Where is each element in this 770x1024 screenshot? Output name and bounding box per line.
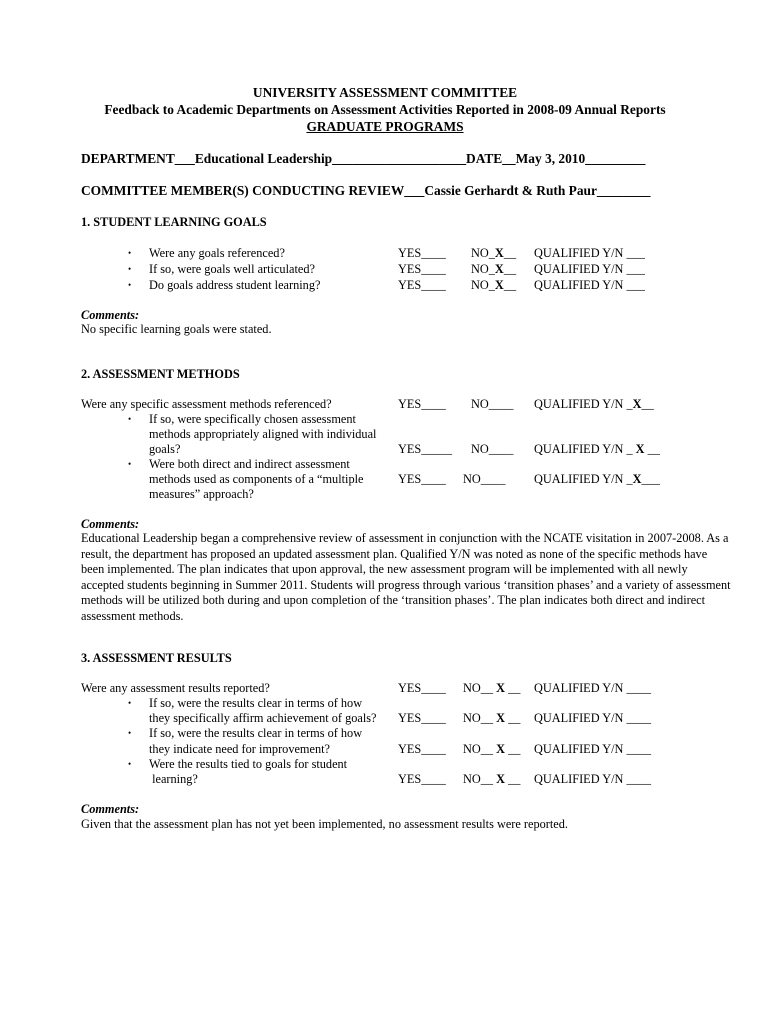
s2-b2-line3: measures” approach? xyxy=(149,487,254,501)
s1-question-3: Do goals address student learning? xyxy=(149,278,321,292)
s2-no-3: NO____ xyxy=(463,472,506,486)
s1-comments-text: No specific learning goals were stated. xyxy=(81,322,272,336)
s2-qualified-3: QUALIFIED Y/N _X___ xyxy=(534,472,660,486)
committee-line: COMMITTEE MEMBER(S) CONDUCTING REVIEW___Cassie Gerhardt & Ruth Paur________ xyxy=(81,183,651,198)
s3-b2-line1: If so, were the results clear in terms of how xyxy=(149,726,363,740)
s2-no-1: NO____ xyxy=(471,397,514,411)
s3-b1-line1: If so, were the results clear in terms of how xyxy=(149,696,363,710)
s1-comments-label: Comments: xyxy=(81,308,140,322)
doc-program: GRADUATE PROGRAMS xyxy=(306,119,464,134)
s2-question-main: Were any specific assessment methods referenced? xyxy=(81,397,332,411)
s2-qualified-2: QUALIFIED Y/N _ X __ xyxy=(534,442,660,456)
s3-yes-1: YES____ xyxy=(398,681,446,695)
s2-b1-line2: methods appropriately aligned with individual xyxy=(149,427,377,441)
s3-qualified-1: QUALIFIED Y/N ____ xyxy=(534,681,652,695)
s1-no-1: NO_X__ xyxy=(471,246,517,260)
s3-qualified-2: QUALIFIED Y/N ____ xyxy=(534,711,652,725)
s3-no-3: NO__ X __ xyxy=(463,742,521,756)
s2-b2-line2: methods used as components of a “multiple xyxy=(149,472,364,486)
section-2-title: 2. ASSESSMENT METHODS xyxy=(81,367,240,381)
s1-question-1: Were any goals referenced? xyxy=(149,246,285,260)
s3-b3-line1: Were the results tied to goals for student xyxy=(149,757,348,771)
bullet-icon: • xyxy=(128,459,132,469)
s3-no-2: NO__ X __ xyxy=(463,711,521,725)
s2-yes-3: YES____ xyxy=(398,472,446,486)
s1-no-3: NO_X__ xyxy=(471,278,517,292)
bullet-icon: • xyxy=(128,728,132,738)
s3-question-main: Were any assessment results reported? xyxy=(81,681,270,695)
department-line: DEPARTMENT___Educational Leadership____________________DATE__May 3, 2010_________ xyxy=(81,151,646,166)
doc-subtitle: Feedback to Academic Departments on Assessment Activities Reported in 2008-09 Annual Reports xyxy=(104,102,666,117)
s1-yes-2: YES____ xyxy=(398,262,446,276)
bullet-icon: • xyxy=(128,264,132,274)
s3-b1-line2: they specifically affirm achievement of goals? xyxy=(149,711,377,725)
bullet-icon: • xyxy=(128,248,132,258)
s2-b1-line3: goals? xyxy=(149,442,181,456)
s1-yes-1: YES____ xyxy=(398,246,446,260)
s3-qualified-4: QUALIFIED Y/N ____ xyxy=(534,772,652,786)
doc-title: UNIVERSITY ASSESSMENT COMMITTEE xyxy=(252,85,518,100)
s3-no-4: NO__ X __ xyxy=(463,772,521,786)
s3-b2-line2: they indicate need for improvement? xyxy=(149,742,330,756)
s3-no-1: NO__ X __ xyxy=(463,681,521,695)
section-1-title: 1. STUDENT LEARNING GOALS xyxy=(81,215,267,229)
bullet-icon: • xyxy=(128,414,132,424)
s1-question-2: If so, were goals well articulated? xyxy=(149,262,315,276)
bullet-icon: • xyxy=(128,698,132,708)
bullet-icon: • xyxy=(128,280,132,290)
s1-qualified-3: QUALIFIED Y/N ___ xyxy=(534,278,645,292)
s2-comments-text: Educational Leadership began a comprehensive review of assessment in conjunction with the NCATE visitation in 2007-2008. As a result, the department has proposed an updated assessment plan. Qualified Y/N was noted as none of the specific methods have been implemented. The plan indicates that upon approval, the new assessment program will be implemented with all newly accepted students beginning in Summer 2011. Students will progress through various ‘transition phases’ and a variety of assessment methods will be utilized both during and upon completion of the ‘transition phases’. The plan indicates both direct and indirect assessment methods. xyxy=(81,531,731,623)
s2-b1-line1: If so, were specifically chosen assessment xyxy=(149,412,356,426)
s2-b2-line1: Were both direct and indirect assessment xyxy=(149,457,350,471)
s3-qualified-3: QUALIFIED Y/N ____ xyxy=(534,742,652,756)
section-3-title: 3. ASSESSMENT RESULTS xyxy=(81,651,232,665)
s1-qualified-1: QUALIFIED Y/N ___ xyxy=(534,246,645,260)
s3-comments-text: Given that the assessment plan has not yet been implemented, no assessment results were reported. xyxy=(81,817,568,831)
s1-no-2: NO_X__ xyxy=(471,262,517,276)
s1-qualified-2: QUALIFIED Y/N ___ xyxy=(534,262,645,276)
s3-yes-4: YES____ xyxy=(398,772,446,786)
s3-yes-3: YES____ xyxy=(398,742,446,756)
s2-yes-2: YES_____ xyxy=(398,442,452,456)
s2-yes-1: YES____ xyxy=(398,397,446,411)
s2-no-2: NO____ xyxy=(471,442,514,456)
s2-comments-label: Comments: xyxy=(81,517,140,531)
s2-qualified-1: QUALIFIED Y/N _X__ xyxy=(534,397,654,411)
s3-yes-2: YES____ xyxy=(398,711,446,725)
s3-comments-label: Comments: xyxy=(81,802,140,816)
s3-b3-line2: learning? xyxy=(149,772,198,786)
bullet-icon: • xyxy=(128,759,132,769)
s1-yes-3: YES____ xyxy=(398,278,446,292)
